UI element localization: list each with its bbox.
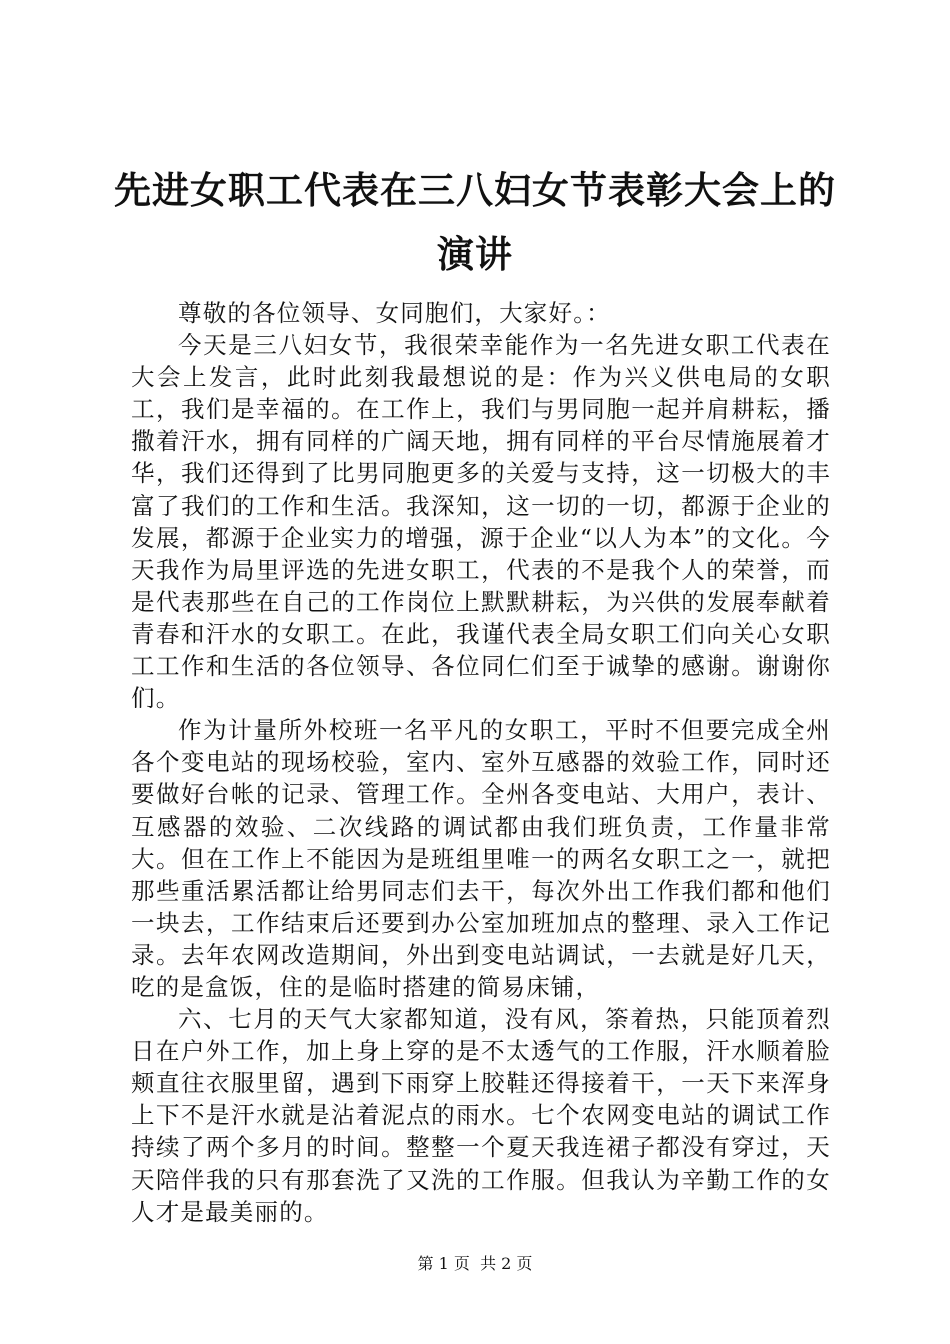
page-number: 第 1 页 (417, 1254, 470, 1273)
paragraph-summer: 六、七月的天气大家都知道，没有风，筡着热，只能顶着烈日在户外工作，加上身上穿的是不太透气的工作服，汗水顺着脸颊直往衣服里留，遇到下雨穿上胶鞋还得接着干，一天下来浑身上下不是汗水就是沾着泥点的雨水。七个农网变电站的调试工作持续了两个多月的时间。整整一个夏天我连裙子都没有穿过，天天陪伴我的只有那套洗了又洗的工作服。但我认为辛勤工作的女人才是最美丽的。 (131, 1005, 831, 1226)
paragraph-intro: 今天是三八妇女节，我很荣幸能作为一名先进女职工代表在大会上发言，此时此刻我最想说的是：作为兴义供电局的女职工，我们是幸福的。在工作上，我们与男同胞一起并肩耕耘，播撒着汗水，拥有同样的广阔天地，拥有同样的平台尽情施展着才华，我们还得到了比男同胞更多的关爱与支持，这一切极大的丰富了我们的工作和生活。我深知，这一切的一切，都源于企业的发展，都源于企业实力的增强，源于企业“以人为本”的文化。今天我作为局里评选的先进女职工，代表的不是我个人的荣誉，而是代表那些在自己的工作岗位上默默耕耘，为兴供的发展奉献着青春和汗水的女职工。在此，我谨代表全局女职工们向关心女职工工作和生活的各位领导、各位同仁们至于诚挚的感谢。谢谢你们。 (131, 331, 831, 713)
document-title: 先进女职工代表在三八妇女节表彰大会上的演讲 (114, 168, 836, 276)
paragraph-work: 作为计量所外校班一名平凡的女职工，平时不但要完成全州各个变电站的现场校验，室内、室外互感器的效验工作，同时还要做好台帐的记录、管理工作。全州各变电站、大用户，表计、互感器的效验、二次线路的调试都由我们班负责，工作量非常大。但在工作上不能因为是班组里唯一的两名女职工之一，就把那些重活累活都让给男同志们去干，每次外出工作我们都和他们一块去，工作结束后还要到办公室加班加点的整理、录入工作记录。去年农网改造期间，外出到变电站调试，一去就是好几天，吃的是盒饭，住的是临时搭建的简易床铺， (131, 716, 831, 1001)
document-body (131, 297, 831, 1228)
paragraph-greeting: 尊敬的各位领导、女同胞们，大家好。： (178, 299, 611, 327)
page-total: 共 2 页 (480, 1254, 533, 1273)
page-footer (0, 1254, 950, 1274)
